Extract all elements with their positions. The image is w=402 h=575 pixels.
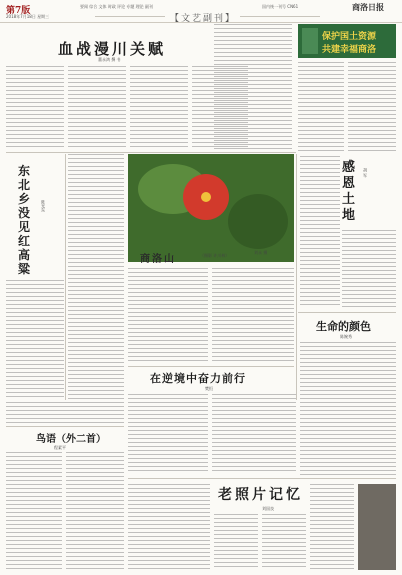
section-dash-right [240,16,320,17]
paper-number: 国内统一刊号 CN61 [262,4,299,9]
article-byline-5: 樊恒 [205,386,213,391]
date-line: 2018年7月18日 星期三 [6,14,50,19]
photo-caption-title: 商洛山 [140,254,176,265]
ad-emblem [302,28,318,54]
article-byline-4: 陈婉秀 [340,334,352,339]
photo-caption-sub: （摄影 许川林） [200,253,230,258]
section-title: 【文艺副刊】 [170,14,237,24]
article-body-2a [6,280,64,400]
ad-banner [298,24,396,58]
page-number-label: 第7版 [6,6,31,16]
nav-line: 要闻 综合 文体 时政 评论 专题 理论 副刊 [80,4,153,9]
article-body-7b [214,514,258,570]
article-title-5: 在逆境中奋力前行 [150,372,246,385]
divider-h4 [6,426,124,427]
article-title-7: 老照片记忆 [218,487,303,503]
article-body-1e [214,24,292,150]
leaf-shape [228,194,288,249]
right-column-text-2 [348,62,396,152]
article-body-2e [6,402,124,424]
divider-h2 [298,312,396,313]
article-body-6b [66,452,124,570]
article-body-7a [128,484,210,570]
article-byline-3: 胡 军 [363,168,368,178]
divider-h3 [128,366,294,367]
article-body-3b [342,230,396,310]
ad-line-1: 保护国土资源 [322,32,377,42]
article-byline-7: 刘国良 [262,506,274,511]
article-body-2c [128,268,208,326]
article-byline-6: 程素平 [54,445,66,450]
article-title-2: 东北乡没见红高粱 [18,164,31,276]
divider-h5 [128,478,396,479]
article-title-4: 生命的颜色 [316,320,371,333]
divider-h1 [6,152,296,153]
article-body-7d [310,484,354,570]
right-column-text-1 [298,62,344,152]
portrait-photo [358,484,396,570]
middle-body-a [128,328,208,364]
divider-v2 [296,154,297,400]
article-byline-2: 陈光东 [41,200,46,212]
article-body-1a [6,66,64,150]
article-body-2b [68,154,124,400]
article-body-2d [212,268,294,326]
article-byline-1: 董永鸿 撰 书 [98,57,121,62]
article-body-7c [262,514,306,570]
article-body-1b [68,66,126,150]
article-title-6: 鸟语（外二首） [36,434,106,445]
article-title-1: 血战漫川关赋 [58,40,167,58]
masthead: 商洛日报 [352,2,384,12]
divider-v1 [65,154,66,400]
middle-body-b [212,328,294,364]
article-body-5a [128,394,208,472]
article-title-3: 感恩土地 [342,160,356,223]
article-body-3a [300,156,340,306]
photo-credit: 刘永 摄 [254,250,268,255]
article-body-5b [212,394,296,472]
feature-photo [128,154,294,262]
flower-center [201,192,211,202]
article-body-4a [300,342,396,482]
ad-line-2: 共建幸福商洛 [322,45,377,55]
article-body-6a [6,452,62,570]
section-dash-left [95,16,165,17]
article-body-1c [130,66,188,150]
